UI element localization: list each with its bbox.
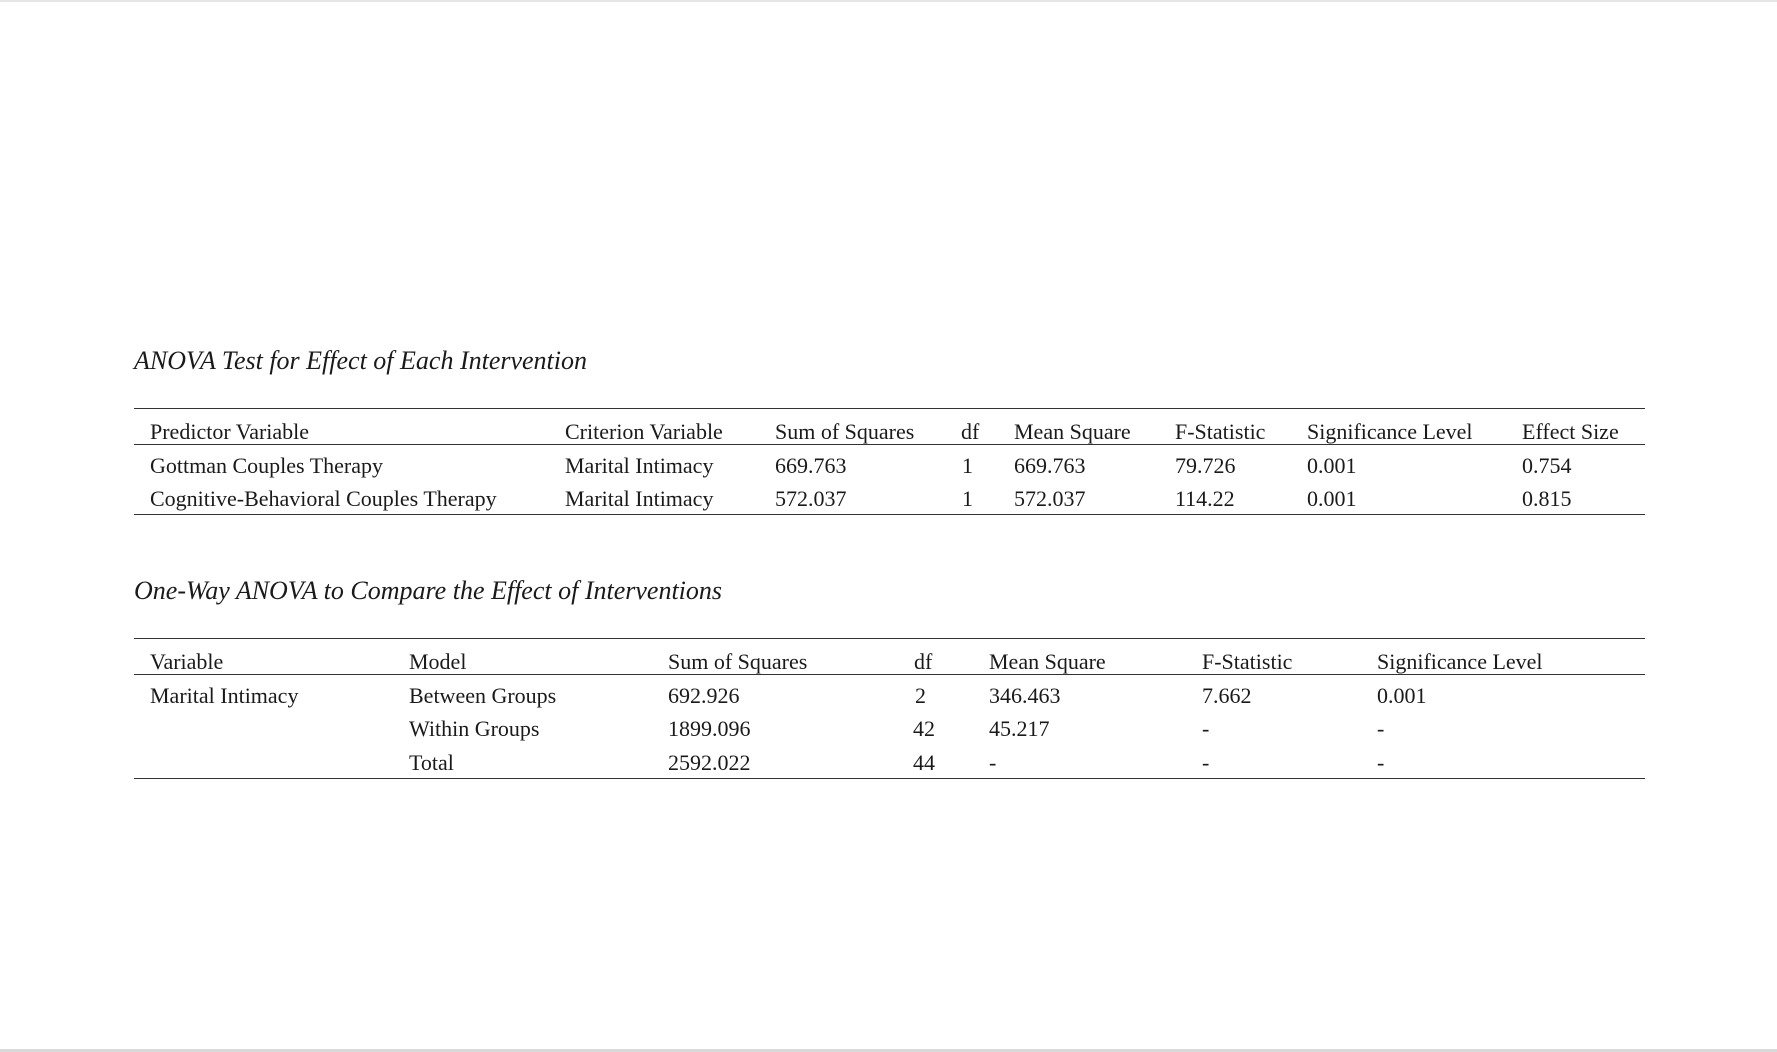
table2-cell: Between Groups — [409, 683, 557, 708]
table1-cell: 79.726 — [1175, 453, 1236, 478]
table1-cell: Cognitive-Behavioral Couples Therapy — [150, 486, 497, 511]
table2-header-significance: Significance Level — [1377, 649, 1543, 674]
table2-cell: 1899.096 — [668, 716, 751, 741]
table2-cell: 346.463 — [989, 683, 1061, 708]
table2-cell: 2 — [915, 683, 926, 708]
table1-cell: 669.763 — [1014, 453, 1086, 478]
table1-caption: ANOVA Test for Effect of Each Intervention — [134, 346, 588, 375]
table2-cell: 2592.022 — [668, 750, 751, 775]
table1-cell: Marital Intimacy — [565, 486, 714, 511]
table2-header-df: df — [914, 649, 933, 674]
table1-header-significance: Significance Level — [1307, 419, 1473, 444]
table2-cell: 0.001 — [1377, 683, 1427, 708]
table1-header-f-statistic: F-Statistic — [1175, 419, 1266, 444]
table2-cell: 692.926 — [668, 683, 740, 708]
table2-cell: - — [989, 750, 997, 775]
table1-header-df: df — [961, 419, 980, 444]
table2-cell: - — [1202, 716, 1210, 741]
table1-cell: 1 — [962, 486, 973, 511]
table1-cell: Marital Intimacy — [565, 453, 714, 478]
table2-cell: - — [1377, 716, 1385, 741]
table1-cell: 0.001 — [1307, 486, 1357, 511]
table2-header-mean-square: Mean Square — [989, 649, 1106, 674]
table1-header-predictor: Predictor Variable — [150, 419, 310, 444]
table1-header-mean-square: Mean Square — [1014, 419, 1131, 444]
table2-header-model: Model — [409, 649, 467, 674]
table2-cell: - — [1377, 750, 1385, 775]
page-top-edge — [0, 0, 1777, 2]
table2-cell: - — [1202, 750, 1210, 775]
table2-cell: 42 — [913, 716, 935, 741]
table2-header-variable: Variable — [150, 649, 224, 674]
table1-header-effect-size: Effect Size — [1522, 419, 1619, 444]
table2-cell: 44 — [913, 750, 935, 775]
table2-cell: Marital Intimacy — [150, 683, 299, 708]
table1-cell: 0.754 — [1522, 453, 1572, 478]
table1-cell: Gottman Couples Therapy — [150, 453, 383, 478]
table2-header-f-statistic: F-Statistic — [1202, 649, 1293, 674]
table2-caption: One-Way ANOVA to Compare the Effect of Interventions — [134, 576, 723, 605]
table2-cell: Within Groups — [409, 716, 540, 741]
table2-cell: Total — [409, 750, 454, 775]
table1-header-criterion: Criterion Variable — [565, 419, 723, 444]
table1 — [134, 408, 1645, 515]
table2-cell: 45.217 — [989, 716, 1050, 741]
table1-cell: 1 — [962, 453, 973, 478]
table2 — [134, 638, 1645, 779]
table1-cell: 572.037 — [1014, 486, 1086, 511]
table1-cell: 114.22 — [1175, 486, 1235, 511]
table1-cell: 572.037 — [775, 486, 847, 511]
table1-header-sum-squares: Sum of Squares — [775, 419, 915, 444]
table1-cell: 0.815 — [1522, 486, 1572, 511]
table1-cell: 669.763 — [775, 453, 847, 478]
table2-cell: 7.662 — [1202, 683, 1252, 708]
table1-cell: 0.001 — [1307, 453, 1357, 478]
table2-header-sum-squares: Sum of Squares — [668, 649, 808, 674]
